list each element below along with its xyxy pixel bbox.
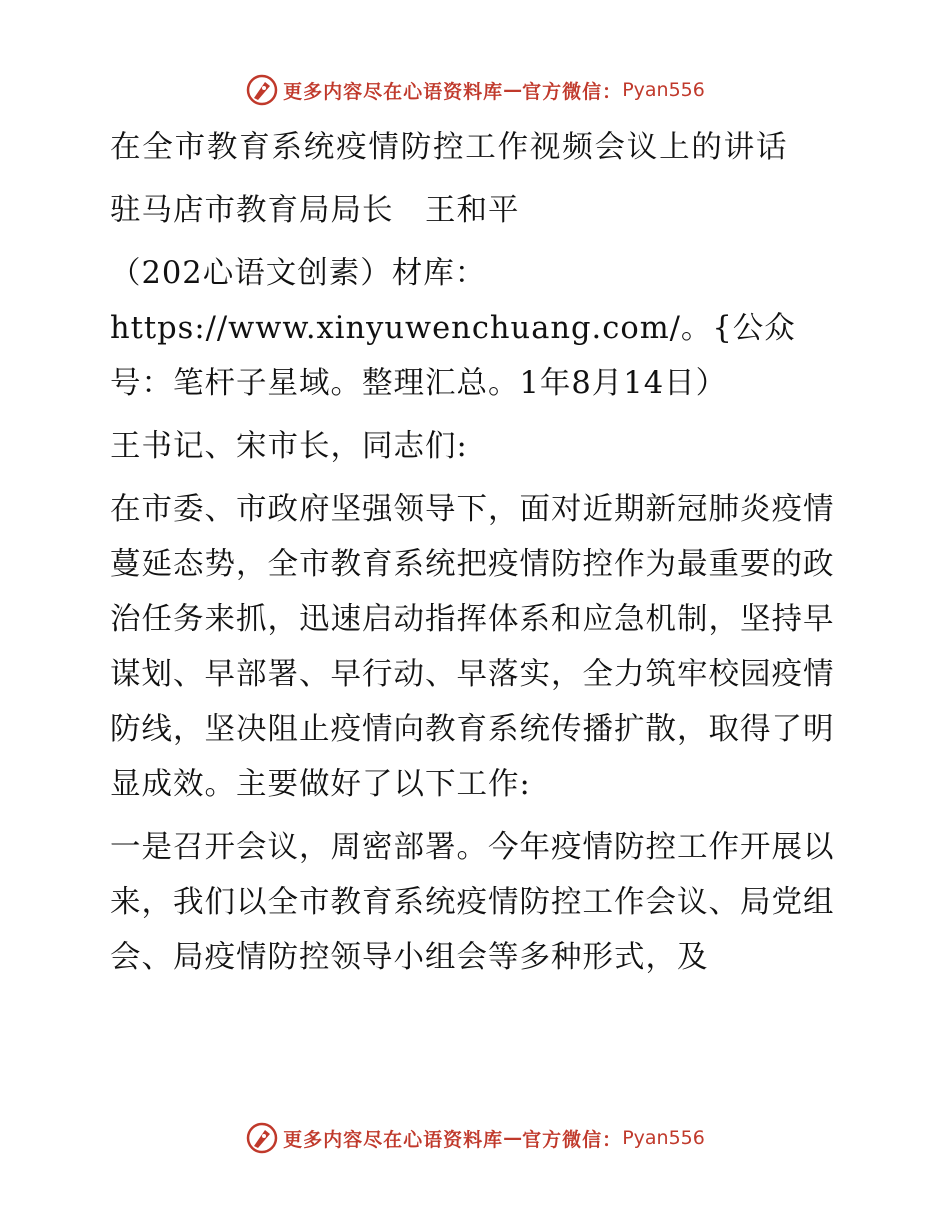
- source-note: （202心语文创素）材库：https://www.xinyuwenchuang.com/。{公众号：笔杆子星域。整理汇总。1年8月14日）: [110, 256, 796, 401]
- salutation: 王书记、宋市长，同志们:: [110, 429, 468, 464]
- watermark-contact-label: 官方微信：: [522, 1128, 623, 1151]
- watermark-main-text: 更多内容尽在心语资料库: [283, 1128, 504, 1151]
- watermark-main-text: 更多内容尽在心语资料库: [283, 80, 504, 103]
- watermark-separator: —: [503, 79, 523, 101]
- watermark-separator: —: [503, 1127, 523, 1149]
- paragraph-1: 在市委、市政府坚强领导下，面对近期新冠肺炎疫情蔓延态势，全市教育系统把疫情防控作为最重要的政治任务来抓，迅速启动指挥体系和应急机制，坚持早谋划、早部署、早行动、早落实，全力筑牢校园疫情防线，坚决阻止疫情向教育系统传播扩散，取得了明显成效。主要做好了以下工作:: [110, 492, 835, 802]
- watermark-wechat-id: Pyan556: [622, 1127, 705, 1149]
- pen-nib-circle-icon: [245, 73, 279, 107]
- document-body: [98, 120, 858, 985]
- watermark-contact-label: 官方微信：: [522, 80, 623, 103]
- watermark-banner-top: [0, 70, 950, 110]
- watermark-banner-bottom: [0, 1118, 950, 1158]
- paragraph-2: 一是召开会议，周密部署。今年疫情防控工作开展以来，我们以全市教育系统疫情防控工作会议、局党组会、局疫情防控领导小组会等多种形式，及: [110, 830, 835, 975]
- document-title: 在全市教育系统疫情防控工作视频会议上的讲话: [110, 130, 789, 165]
- watermark-wechat-id: Pyan556: [622, 79, 705, 101]
- pen-nib-circle-icon: [245, 1121, 279, 1155]
- author-line: 驻马店市教育局局长 王和平: [110, 193, 520, 228]
